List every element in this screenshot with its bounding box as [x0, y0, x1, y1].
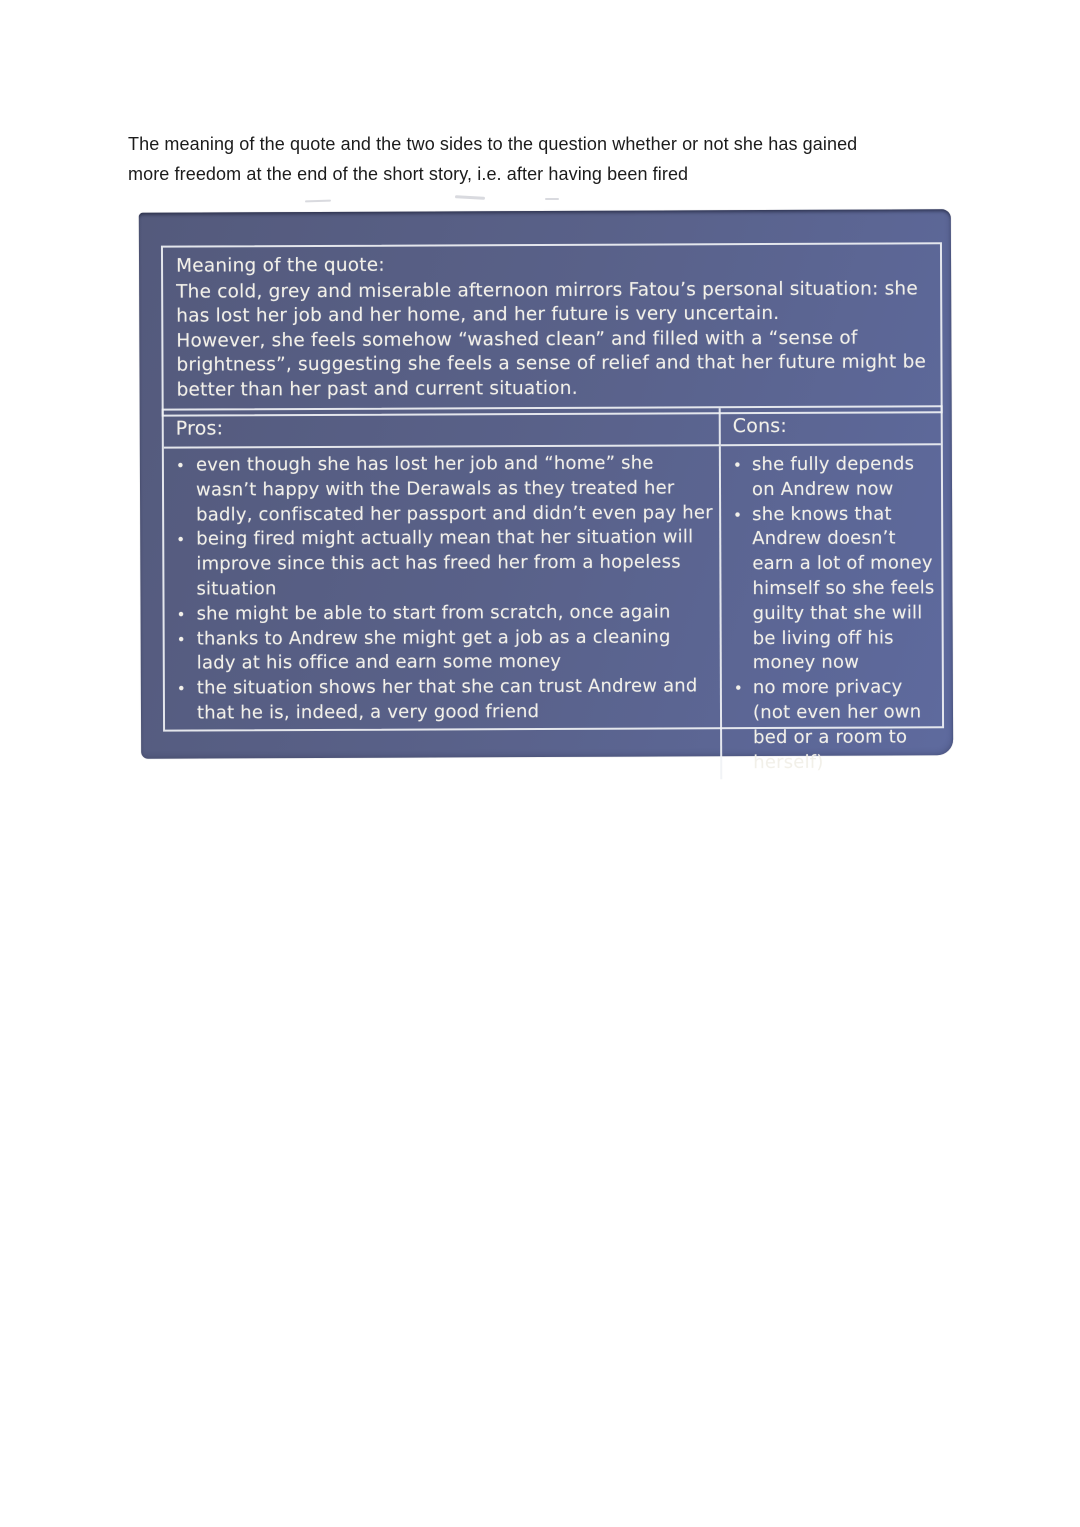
bullet-dot-icon: •	[175, 456, 186, 475]
intro-line-2: more freedom at the end of the short story, i.e. after having been fired	[128, 163, 689, 184]
pros-item-text: thanks to Andrew she might get a job as a cleaning lady at his office and earn some money	[196, 626, 671, 674]
pros-item-text: the situation shows her that she can trust Andrew and that he is, indeed, a very good friend	[196, 675, 698, 724]
bullet-dot-icon: •	[176, 605, 186, 624]
cons-list-item	[732, 452, 936, 502]
scan-smudge-mark	[455, 195, 485, 200]
pros-list-item	[174, 674, 714, 726]
notes-photo-panel	[139, 209, 953, 773]
pros-list-item	[174, 625, 714, 677]
scan-smudge-mark	[305, 200, 331, 203]
pros-list	[164, 446, 722, 782]
cons-list-item	[732, 502, 937, 676]
cons-item-text: she fully depends on Andrew now	[751, 453, 915, 500]
pros-column-header: Pros:	[164, 408, 721, 448]
cons-list	[721, 445, 942, 779]
bullet-dot-icon: •	[733, 679, 743, 698]
pros-item-text: even though she has lost her job and “home” she wasn’t happy with the Derawals as they treated her badly, confiscated her passport and didn’t even pay her	[195, 452, 713, 526]
meaning-title: Meaning of the quote:	[175, 254, 385, 277]
pros-cons-table	[162, 405, 944, 773]
pros-list-item	[173, 451, 713, 528]
meaning-paragraph-2: However, she feels somehow “washed clean” and filled with a “sense of brightness”, suggesting she feels a sense of relief and that her future might be better than her past and current situation.	[176, 327, 927, 401]
intro-line-1: The meaning of the quote and the two sides to the question whether or not she has gained	[128, 134, 858, 154]
bullet-dot-icon: •	[176, 530, 186, 550]
cons-list-item	[733, 675, 937, 775]
bullet-dot-icon: •	[733, 505, 743, 524]
pros-list-item	[174, 600, 714, 627]
pros-item-text: being fired might actually mean that her situation will improve since this act has freed her from a hopeless situation	[196, 526, 694, 600]
cons-column-header: Cons:	[721, 407, 941, 446]
cons-item-text: she knows that Andrew doesn’t earn a lot of money himself so she feels guilty that she will be living off his money now	[752, 503, 935, 674]
pros-item-text: she might be able to start from scratch, once again	[196, 601, 671, 625]
bullet-dot-icon: •	[176, 630, 186, 649]
meaning-of-quote-box	[161, 242, 943, 416]
meaning-paragraph-1: The cold, grey and miserable afternoon mirrors Fatou’s personal situation: she has lost her job and her home, and her future is very uncertain.	[176, 277, 918, 327]
scan-smudge-mark	[545, 198, 559, 200]
bullet-dot-icon: •	[176, 679, 186, 698]
bullet-dot-icon: •	[732, 456, 743, 475]
cons-item-text: no more privacy (not even her own bed or a room to herself)	[752, 676, 922, 773]
pros-list-item	[173, 526, 713, 603]
intro-paragraph	[128, 130, 988, 189]
